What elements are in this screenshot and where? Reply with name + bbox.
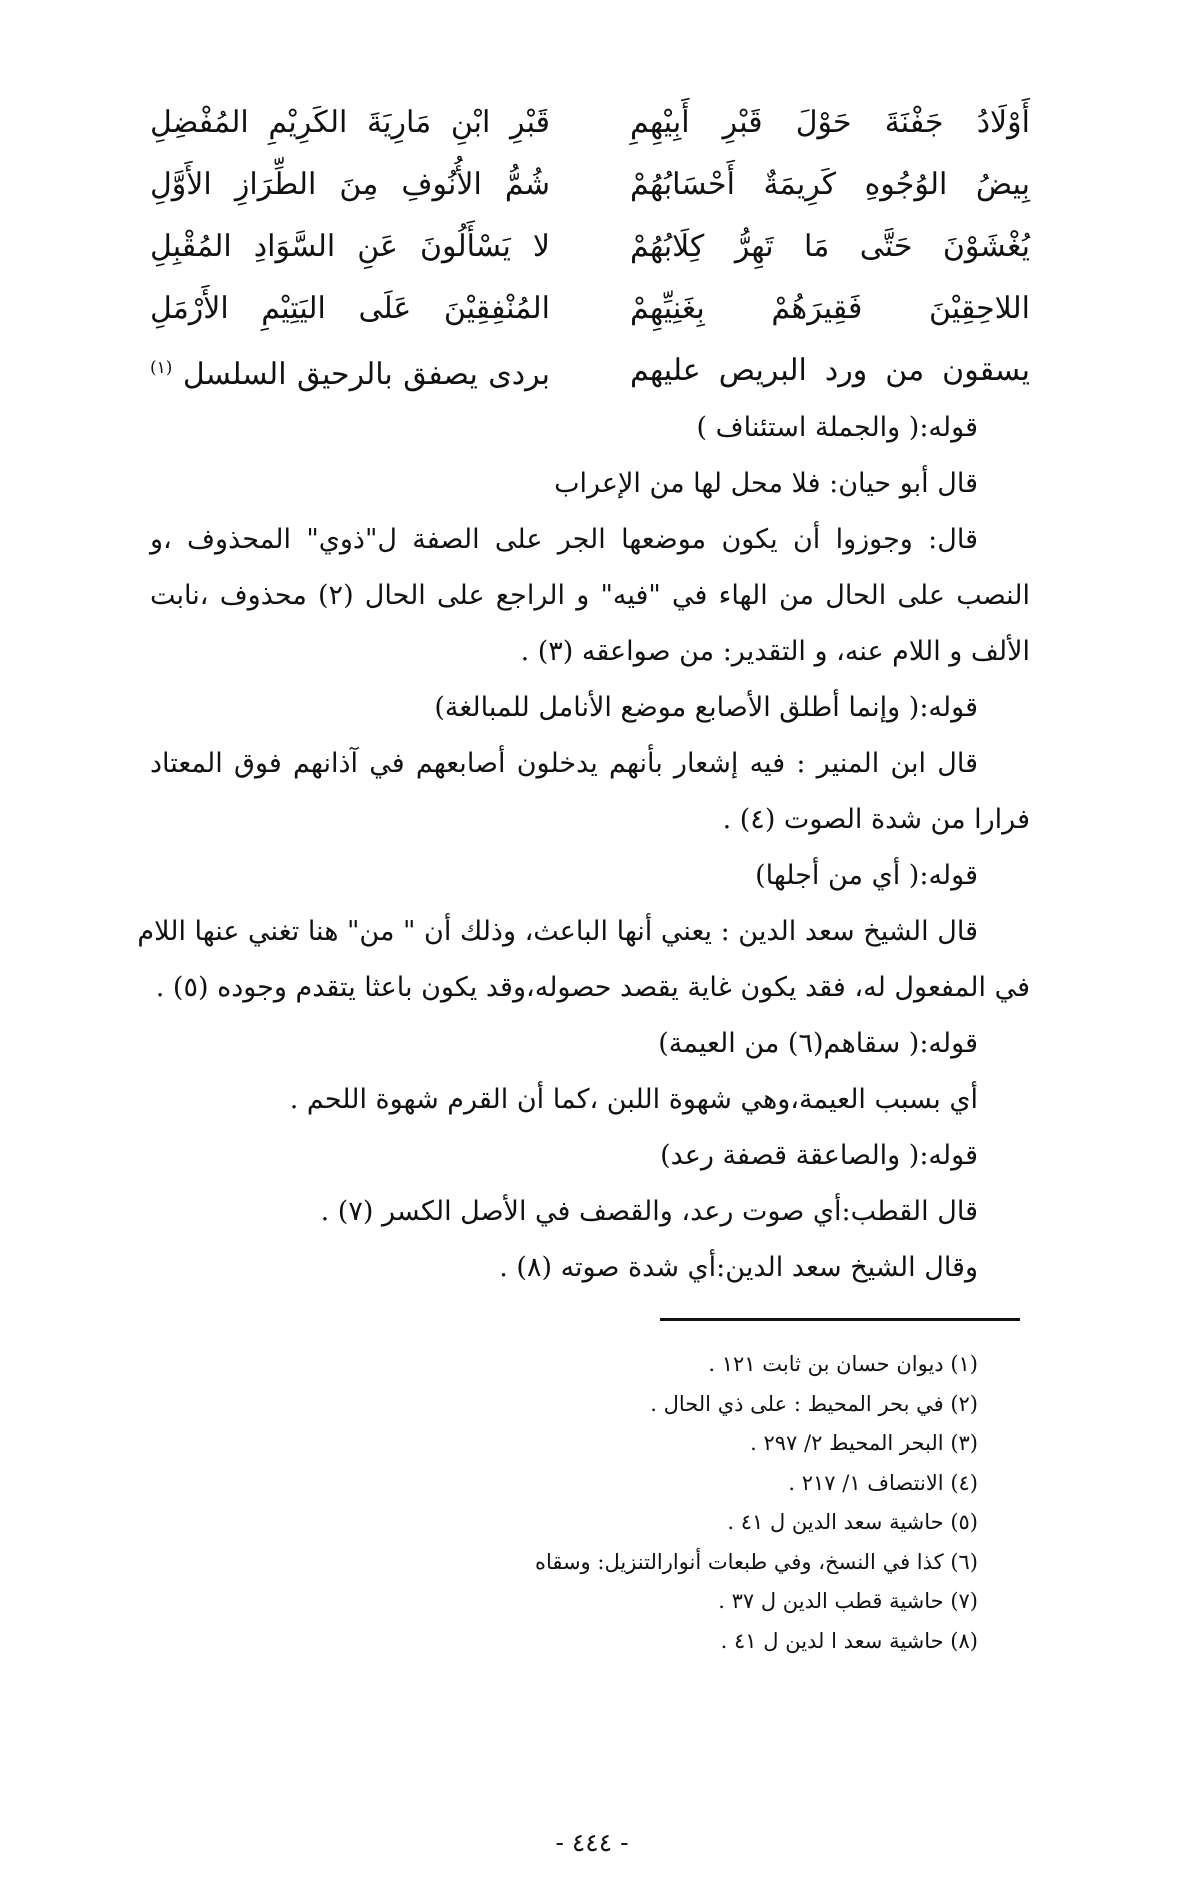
text-line: الألف و اللام عنه، و التقدير: من صواعقه (٣) . <box>520 636 1030 667</box>
footnote-item: (٨) حاشية سعد ا لدين ل ٤١ . <box>720 1628 978 1653</box>
verse-second-hemistich-text: بردى يصفق بالرحيق السلسل <box>182 356 550 392</box>
body-text <box>137 400 1030 1296</box>
footnote-item: (٣) البحر المحيط ٢/ ٢٩٧ . <box>750 1431 978 1455</box>
verse-second-hemistich <box>150 278 550 340</box>
text-line: قال: وجوزوا أن يكون موضعها الجر على الصفة ل"ذوي" المحذوف ،و <box>150 524 978 555</box>
footnote-reference: (١) <box>150 357 173 378</box>
verse-first-hemistich: أَوْلَادُ جَفْنَةَ حَوْلَ قَبْرِ أَبِيْهِمِ <box>630 105 1030 140</box>
footnote-item: (١) ديوان حسان بن ثابت ١٢١ . <box>708 1352 978 1376</box>
verse-first-hemistich: يُغْشَوْنَ حَتَّى مَا تَهِرُّ كِلَابُهُمْ <box>630 229 1030 264</box>
footnote-item: (٤) الانتصاف ١/ ٢١٧ . <box>788 1470 978 1495</box>
verse-second-hemistich-text: المُنْفِقِيْنَ عَلَى اليَتِيْمِ الأَرْمَلِ <box>150 291 550 326</box>
text-line: وقال الشيخ سعد الدين:أي شدة صوته (٨) . <box>499 1252 978 1283</box>
verse-second-hemistich <box>150 92 550 154</box>
verse-first-hemistich: بِيضُ الوُجُوهِ كَرِيمَةٌ أَحْسَابُهُمْ <box>630 167 1030 202</box>
page-number: - ٤٤٤ - <box>555 1828 629 1857</box>
footnote-item: (٦) كذا في النسخ، وفي طبعات أنوارالتنزيل: وسقاه <box>534 1549 978 1574</box>
text-line: قوله:( سقاهم(٦) من العيمة) <box>658 1028 978 1059</box>
text-line: فرارا من شدة الصوت (٤) . <box>722 804 1030 835</box>
footnotes <box>150 1345 1030 1661</box>
text-line: النصب على الحال من الهاء في "فيه" و الراجع على الحال (٢) محذوف ،نابت <box>150 580 1030 611</box>
footnote-item: (٧) حاشية قطب الدين ل ٣٧ . <box>718 1589 978 1613</box>
text-line: أي بسبب العيمة،وهي شهوة اللبن ،كما أن القرم شهوة اللحم . <box>289 1084 978 1115</box>
verse-first-hemistich: يسقون من ورد البريص عليهم <box>630 353 1030 388</box>
text-line: قوله:( أي من أجلها) <box>755 860 978 891</box>
verse-second-hemistich <box>150 154 550 216</box>
verse-second-hemistich-text: قَبْرِ ابْنِ مَارِيَةَ الكَرِيْمِ المُفْضِلِ <box>150 105 550 140</box>
text-line: في المفعول له، فقد يكون غاية يقصد حصوله،وقد يكون باعثا يتقدم وجوده (٥) . <box>155 972 1030 1003</box>
text-line: قال أبو حيان: فلا محل لها من الإعراب <box>554 468 978 499</box>
text-line: قوله:( وإنما أطلق الأصابع موضع الأنامل للمبالغة) <box>434 692 978 723</box>
text-line: قوله:( والصاعقة قصفة رعد) <box>660 1140 978 1171</box>
text-line: قال الشيخ سعد الدين : يعني أنها الباعث، وذلك أن " من" هنا تغني عنها اللام <box>137 916 978 947</box>
poem-verse <box>150 340 1030 402</box>
verse-second-hemistich <box>150 216 550 278</box>
poem-verse <box>150 216 1030 278</box>
poem-verse <box>150 278 1030 340</box>
verse-second-hemistich <box>150 337 550 406</box>
poem-verse <box>150 154 1030 216</box>
text-line: قال ابن المنير : فيه إشعار بأنهم يدخلون أصابعهم في آذانهم فوق المعتاد <box>150 748 978 779</box>
footnote-item: (٥) حاشية سعد الدين ل ٤١ . <box>727 1510 978 1534</box>
verse-second-hemistich-text: لا يَسْأَلُونَ عَنِ السَّوَادِ المُقْبِلِ <box>150 229 550 264</box>
text-line: قال القطب:أي صوت رعد، والقصف في الأصل الكسر (٧) . <box>320 1196 978 1227</box>
poem-verse <box>150 92 1030 154</box>
verse-second-hemistich-text: شُمُّ الأُنُوفِ مِنَ الطِّرَازِ الأَوَّلِ <box>150 167 550 202</box>
verse-first-hemistich: اللاحِقِيْنَ فَقِيرَهُمْ بِغَنِيِّهِمْ <box>630 291 1030 326</box>
footnote-item: (٢) في بحر المحيط : على ذي الحال . <box>650 1391 978 1416</box>
text-line: قوله:( والجملة استئناف ) <box>696 412 978 443</box>
poem-block <box>150 92 1030 402</box>
footnote-separator <box>660 1318 1020 1321</box>
